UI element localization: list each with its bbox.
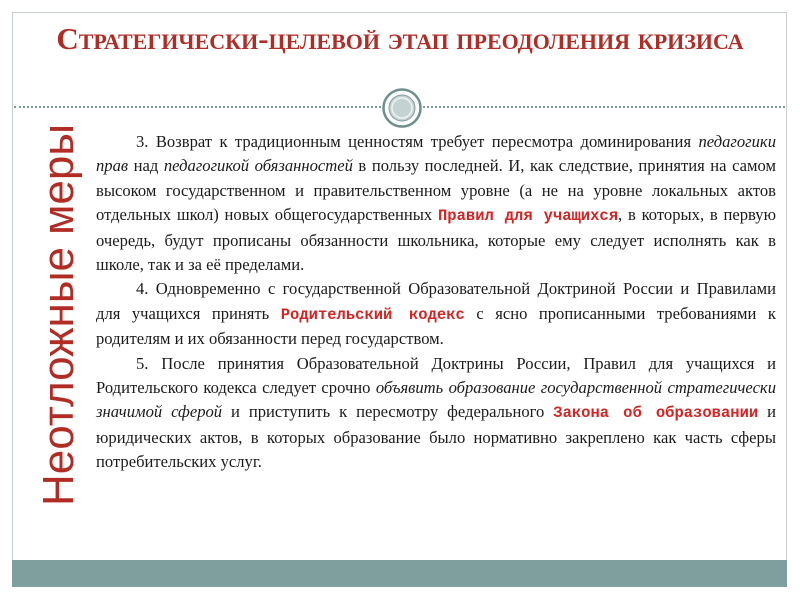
p5-s2: и приступить к пересмотру федерального	[222, 402, 554, 422]
side-title: Неотложные меры	[34, 124, 83, 506]
paragraph-5	[96, 352, 776, 475]
p4-highlight-parent-code: Родительский кодекс	[280, 305, 465, 324]
p5-s0: 5. После принятия Образовательной Доктрины России, Правил для учащихся и Родительского кодекса следует срочно	[96, 353, 776, 398]
p3-s0: 3. Возврат к традиционным ценностям требует пересмотра доминирования	[136, 132, 699, 151]
p4-s2: с ясно прописанными требованиями к родителям и их обязанности перед государством.	[96, 303, 776, 349]
footer-bar	[12, 560, 787, 587]
slide-body	[96, 130, 776, 475]
p3-highlight-rules: Правил для учащихся	[438, 207, 619, 226]
p4-s0: 4. Одновременно с государственной Образовательной Доктриной России и Правилами для учащихся принять	[96, 279, 776, 323]
paragraph-3	[96, 130, 776, 277]
p3-s2: над	[128, 156, 164, 176]
slide-title: Стратегически-целевой этап преодоления кризиса	[56, 21, 744, 56]
p3-s6: , в которых, в первую очередь, будут прописаны обязанности школьника, которые ему следует исполнять как в школе, так и за её пределами.	[96, 205, 776, 275]
paragraph-4	[96, 277, 776, 351]
p5-s4: и юридических актов, в которых образование было нормативно закреплено как часть сферы потребительских услуг.	[96, 402, 776, 472]
p5-s1: объявить образование государственной стратегически значимой сферой	[96, 378, 776, 422]
p3-s3: педагогикой обязанностей	[163, 156, 353, 176]
p3-s4: в пользу последней. И, как следствие, принятия на самом высоком государственном и правительственном уровне (а не на уровне локальных актов отдельных школ) новых общегосударственных	[96, 156, 776, 225]
circle-ornament-icon	[382, 88, 422, 128]
p3-s1: педагогики прав	[96, 132, 776, 176]
p5-highlight-law: Закона об образовании	[553, 404, 759, 423]
